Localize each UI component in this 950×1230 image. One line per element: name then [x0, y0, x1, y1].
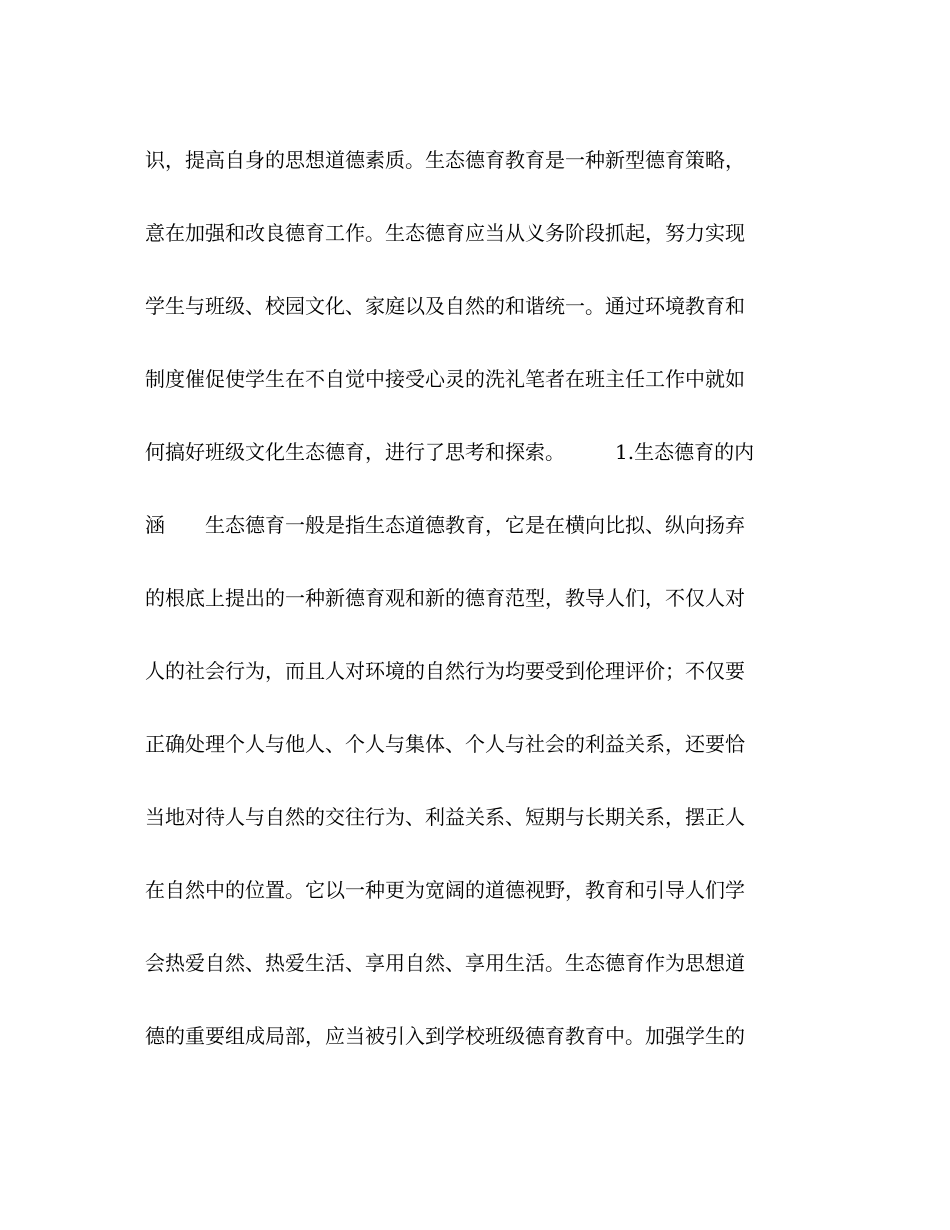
text-line: 涵 生态德育一般是指生态道德教育，它是在横向比拟、纵向扬弃	[145, 513, 745, 537]
body-text	[145, 138, 805, 1087]
text-line: 何搞好班级文化生态德育，进行了思考和探索。 1.生态德育的内	[145, 440, 755, 464]
text-line: 会热爱自然、热爱生活、享用自然、享用生活。生态德育作为思想道	[145, 951, 745, 975]
text-line: 人的社会行为，而且人对环境的自然行为均要受到伦理评价；不仅要	[145, 659, 745, 683]
text-line: 制度催促使学生在不自觉中接受心灵的洗礼笔者在班主任工作中就如	[145, 367, 745, 391]
text-line: 识，提高自身的思想道德素质。生态德育教育是一种新型德育策略，	[145, 148, 745, 172]
text-line: 的根底上提出的一种新德育观和新的德育范型，教导人们，不仅人对	[145, 586, 745, 610]
text-line: 正确处理个人与他人、个人与集体、个人与社会的利益关系，还要恰	[145, 732, 745, 756]
text-line: 当地对待人与自然的交往行为、利益关系、短期与长期关系，摆正人	[145, 805, 745, 829]
text-line: 德的重要组成局部，应当被引入到学校班级德育教育中。加强学生的	[145, 1024, 745, 1048]
text-line: 意在加强和改良德育工作。生态德育应当从义务阶段抓起，努力实现	[145, 221, 745, 245]
text-line: 在自然中的位置。它以一种更为宽阔的道德视野，教育和引导人们学	[145, 878, 745, 902]
text-line: 学生与班级、校园文化、家庭以及自然的和谐统一。通过环境教育和	[145, 294, 745, 318]
